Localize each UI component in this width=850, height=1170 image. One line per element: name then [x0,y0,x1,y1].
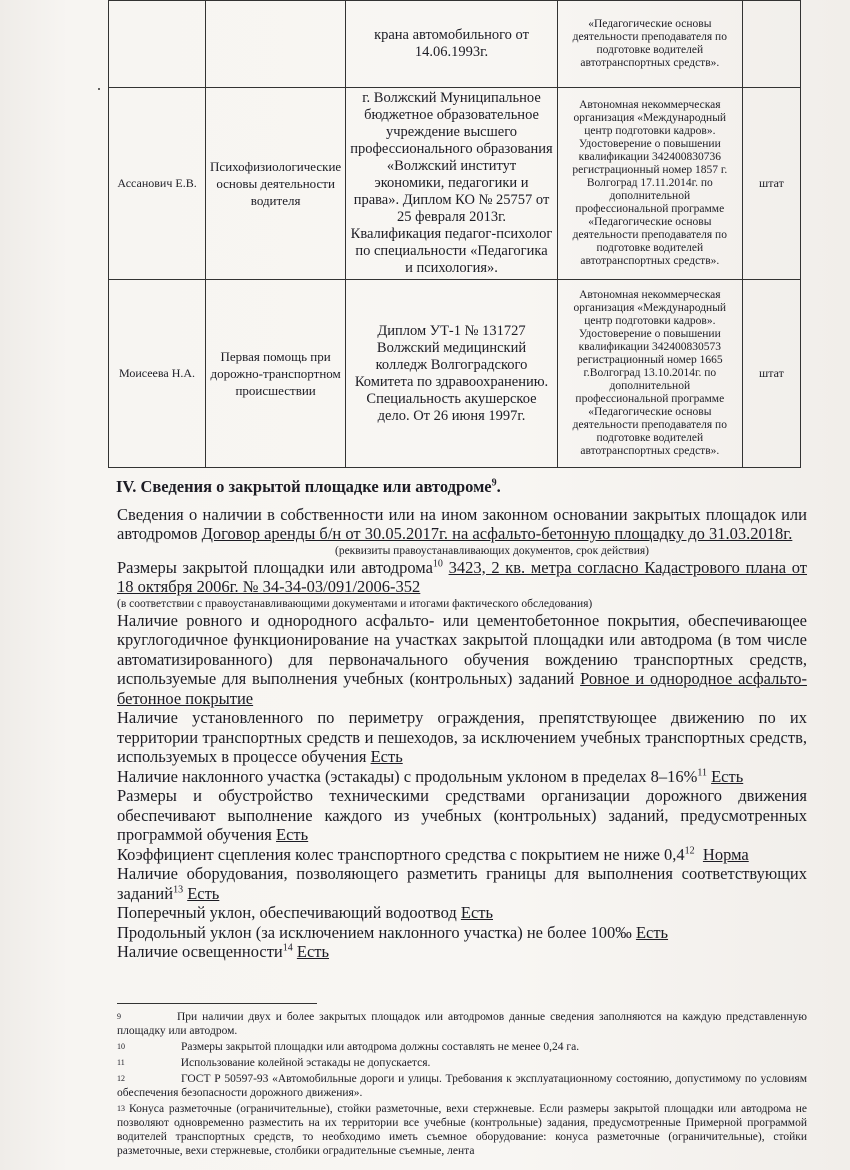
surface-value: Ровное и однородное асфальто-бетонное покрытие [117,669,807,708]
scan-speck [98,88,100,90]
paragraph-friction: Коэффициент сцепления колес транспортного средства с покрытием не ниже $0,4^{12}$ Норма [117,844,749,864]
footnote: $^{13}$ Конуса разметочные (ограничительные), стойки разметочные, вехи стержневые. Если размеры закрытой площадки или автодрома не позволяют одновременно разместить на их территории все учебные (контрольные) задания, предусмотренные Примерной программой водителей транспортных средств, то необходимо иметь съемное оборудование: конуса разметочные (ограничительные), стойки разметочные, вехи стержневые, столбики оградительные съемные, лента [117,1103,807,1157]
paragraph-fence: Наличие установленного по периметру ограждения, препятствующее движению по их территории транспортных средств и пешеходов, за исключением учебных транспортных средств, используемых в процессе обучения Есть [117,708,807,766]
footnotes [117,1010,807,1160]
ownership-hint: (реквизиты правоустанавливающих документов, срок действия) [335,544,649,557]
table-row [109,280,801,468]
footnote: $^9$ При наличии двух и более закрытых площадок или автодромов данные сведения заполняются на каждую представленную площадку или автодром. [117,1011,807,1037]
cell-name: Ассанович Е.В. [109,88,206,280]
footnote: $^{11}$ Использование колейной эстакады не допускается. [117,1057,431,1069]
closed-site-section [117,477,807,962]
footnote-divider [117,1003,317,1004]
cell-subject: Первая помощь при дорожно-транспортном происшествии [206,280,346,468]
cell-name: Моисеева Н.А. [109,280,206,468]
size-hint: (в соответствии с правоустанавливающими документами и итогами фактического обследования) [117,597,593,610]
cell-status [742,1,800,88]
section-heading: IV. Сведения о закрытой площадке или автодроме$^9$. [116,477,501,496]
paragraph-cross-slope: Поперечный уклон, обеспечивающий водоотвод Есть [117,903,494,922]
cell-name [109,1,206,88]
paragraph-size: Размеры закрытой площадки или автодрома$^{10}$ 3423, 2 кв. метра согласно Кадастрового плана от 18 октября 2006г. № 34-34-03/091/2006-352 [117,557,808,596]
paragraph-lighting: Наличие освещенности$^{14}$ Есть [117,942,330,961]
cell-status: штат [742,88,800,280]
paragraph-surface: Наличие ровного и однородного асфальто- или цементобетонное покрытия, обеспечивающее круглогодичное функционирование на участках закрытой площадки или автодрома (в том числе автоматизированного) для первоначального обучения вождению транспортных средств, используемые для выполнения учебных (контрольных) заданий Ровное и однородное асфальто-бетонное покрытие [117,610,807,708]
cell-qualification: «Педагогические основы деятельности преподавателя по подготовке водителей автотранспортных средств». [557,1,742,88]
ownership-value: Договор аренды б/н от 30.05.2017г. на асфальто-бетонную площадку до 31.03.2018г. [201,524,793,543]
paragraph-incline: Наличие наклонного участка (эстакады) с продольным уклоном в пределах 8–16%$^{11}$ Есть [117,766,744,786]
staff-table [108,0,801,468]
equipment-tasks-value: Есть [276,825,309,844]
cell-education: г. Волжский Муниципальное бюджетное образовательное учреждение высшего профессионального образования «Волжский институт экономики, педагогики и права». Диплом КО № 25757 от 25 февраля 2013г. Квалификация педагог-психолог по специальности «Педагогика и психология». [346,88,558,280]
cell-qualification: Автономная некоммерческая организация «Международный центр подготовки кадров». Удостоверение о повышении квалификации 342400830736 регистрационный номер 1857 г. Волгоград 17.11.2014г. по дополнительной профессиональной программе «Педагогические основы деятельности преподавателя по подготовке водителей автотранспортных средств». [557,88,742,280]
cell-qualification: Автономная некоммерческая организация «Международный центр подготовки кадров». Удостоверение о повышении квалификации 342400830573 регистрационный номер 1665 г.Волгоград 13.10.2014г. по дополнительной профессиональной программе «Педагогические основы деятельности преподавателя по подготовке водителей автотранспортных средств». [557,280,742,468]
paragraph-ownership: Сведения о наличии в собственности или на ином законном основании закрытых площадок или автодромов Договор аренды б/н от 30.05.2017г. на асфальто-бетонную площадку до 31.03.2018г. [117,504,807,543]
footnote: $^{12}$ ГОСТ Р 50597-93 «Автомобильные дороги и улицы. Требования к эксплуатационному состоянию, допустимому по условиям обеспечения безопасности дорожного движения». [117,1073,807,1099]
cell-subject: Психофизиологические основы деятельности водителя [206,88,346,280]
cell-subject [206,1,346,88]
fence-value: Есть [370,747,403,766]
cell-education: Диплом УТ-1 № 131727 Волжский медицинский колледж Волгоградского Комитета по здравоохранению. Специальность акушерское дело. От 26 июня 1997г. [346,280,558,468]
table-row [109,88,801,280]
cross-slope-value: Есть [460,903,494,922]
size-value: 3423, 2 кв. метра согласно Кадастрового плана от 18 октября 2006г. № 34-34-03/091/2006-352 [117,557,808,596]
paragraph-marking-equipment: Наличие оборудования, позволяющего разметить границы для выполнения соответствующих заданий$^{13}$ Есть [117,864,807,903]
table-row [109,1,801,88]
marking-equipment-value: Есть [187,883,220,903]
cell-status: штат [742,280,800,468]
paragraph-longitudinal-slope: Продольный уклон (за исключением наклонного участка) не более 100‰ Есть [117,922,669,942]
paragraph-equipment-tasks: Размеры и обустройство техническими средствами организации дорожного движения обеспечивают выполнение каждого из учебных (контрольных) заданий, предусмотренных программой обучения Есть [117,786,807,844]
friction-value: Норма [702,844,749,864]
lighting-value: Есть [296,942,330,961]
longitudinal-slope-value: Есть [635,922,669,942]
incline-value: Есть [711,766,744,786]
cell-education: крана автомобильного от 14.06.1993г. [346,1,558,88]
footnote: $^{10}$ Размеры закрытой площадки или автодрома должны составлять не менее 0,24 га. [117,1041,580,1053]
